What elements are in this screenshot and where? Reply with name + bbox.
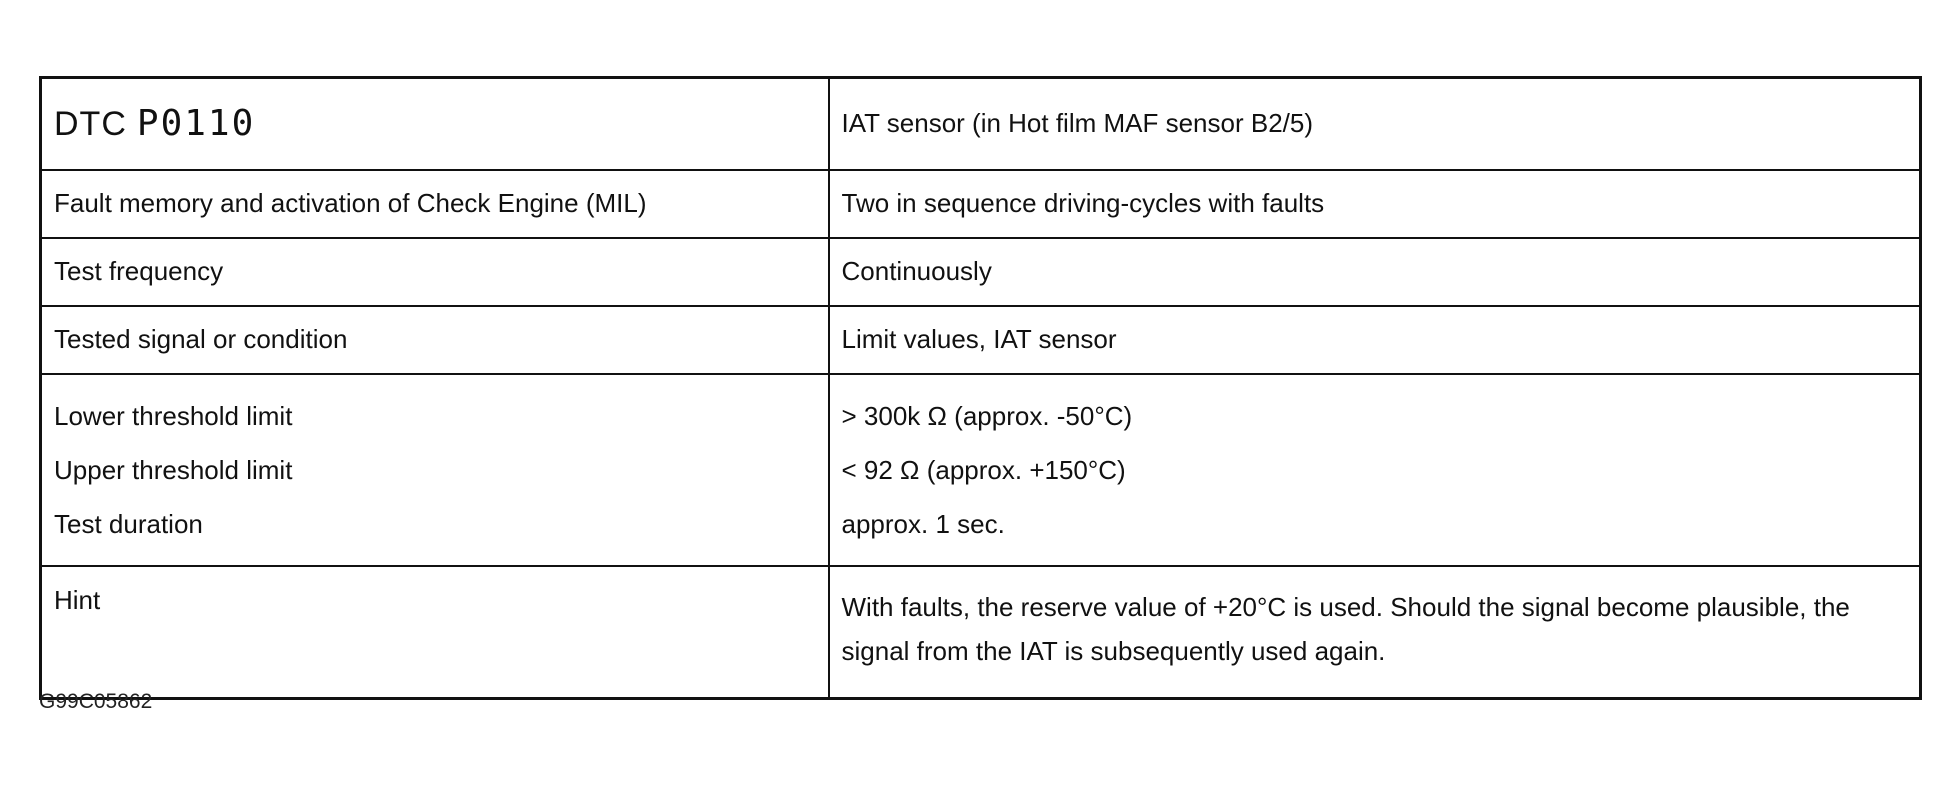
lower-threshold-value: > 300k Ω (approx. -50°C) [841,401,1133,431]
dtc-component-cell: IAT sensor (in Hot film MAF sensor B2/5) [829,78,1921,171]
dtc-header-cell [41,78,829,171]
upper-threshold-label: Upper threshold limit [54,455,293,485]
table-row [41,306,1921,374]
row-value: Limit values, IAT sensor [829,306,1921,374]
row-label: Tested signal or condition [41,306,829,374]
hint-value-cell [829,566,1921,699]
dtc-prefix: DTC [54,105,127,144]
table-row [41,238,1921,306]
row-label: Test frequency [41,238,829,306]
table-row-dtc [41,78,1921,171]
threshold-labels-cell [41,374,829,566]
threshold-values-cell [829,374,1921,566]
dtc-spec-table [39,76,1922,700]
row-label: Fault memory and activation of Check Engine (MIL) [41,170,829,238]
figure-reference-id: G99C05862 [39,690,153,713]
hint-label: Hint [41,566,829,699]
hint-text: With faults, the reserve value of +20°C is used. Should the signal become plausible, the signal from the IAT is subsequently used again. [841,592,1850,666]
row-value: Two in sequence driving-cycles with faults [829,170,1921,238]
dtc-code: P0110 [136,103,256,145]
lower-threshold-label: Lower threshold limit [54,401,293,431]
table-row [41,170,1921,238]
table-row-thresholds [41,374,1921,566]
upper-threshold-value: < 92 Ω (approx. +150°C) [841,455,1126,485]
test-duration-label: Test duration [54,509,203,539]
table-row-hint [41,566,1921,699]
row-value: Continuously [829,238,1921,306]
test-duration-value: approx. 1 sec. [841,509,1005,539]
